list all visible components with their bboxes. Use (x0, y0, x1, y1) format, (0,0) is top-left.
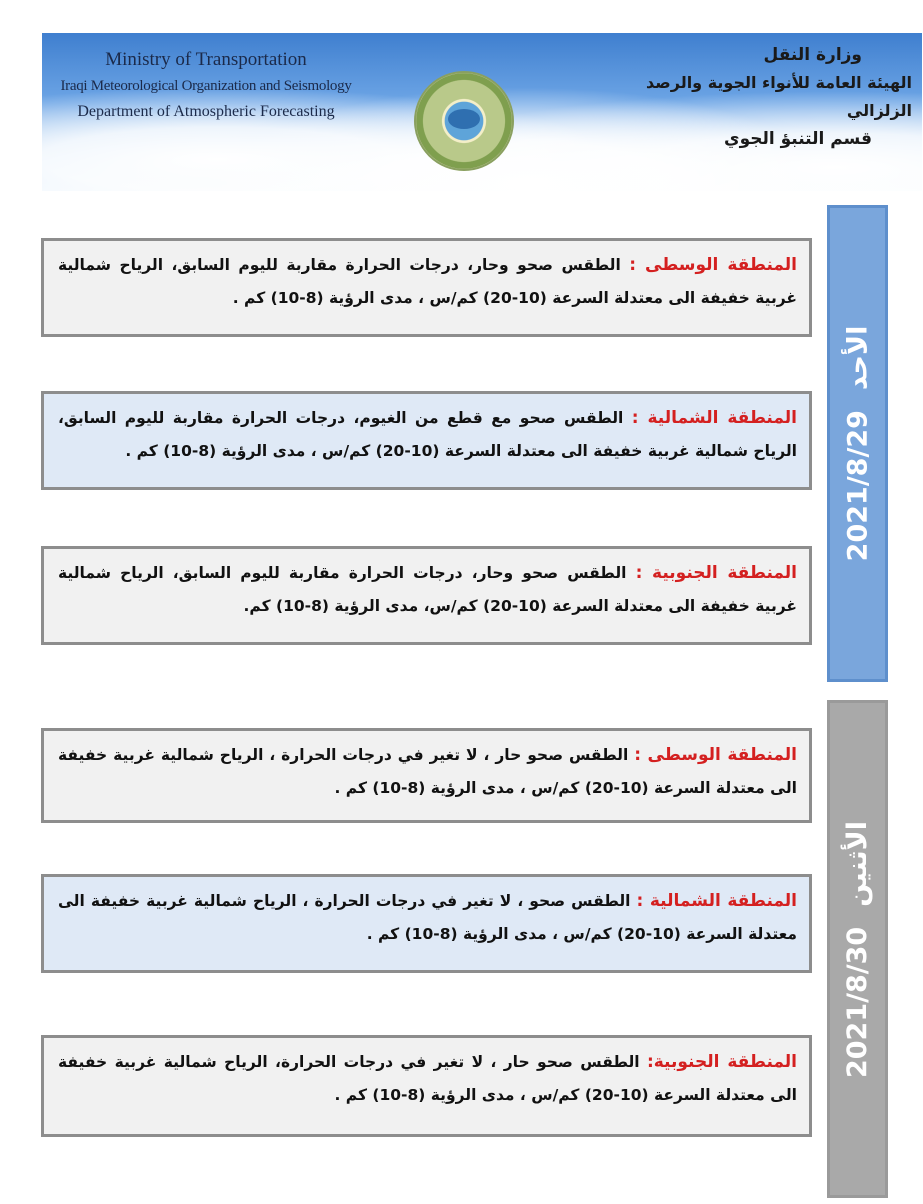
forecast-text: الطقس صحو حار ، لا تغير في درجات الحرارة، الرياح شمالية غربية خفيفة الى معتدلة السرعة (10-20) كم/س ، مدى الرؤية (8-10) كم . (58, 1053, 797, 1104)
forecast-box-day1-central (41, 238, 812, 337)
forecast-box-day2-north (41, 874, 812, 973)
organization-title-ar: الهيئة العامة للأنواء الجوية والرصد الزلزالي (646, 73, 912, 120)
english-titles (56, 47, 356, 125)
forecast-box-day2-south (41, 1035, 812, 1137)
day2-date-label (842, 820, 873, 1077)
day2-date: 2021/8/30 (842, 926, 874, 1078)
forecast-box-day1-south (41, 546, 812, 645)
day2-date-strip (827, 700, 888, 1198)
forecast-box-day2-central (41, 728, 812, 823)
organization-logo (414, 71, 514, 171)
forecast-text: الطقس صحو حار ، لا تغير في درجات الحرارة ، الرياح شمالية غربية خفيفة الى معتدلة السرعة (10-20) كم/س ، مدى الرؤية (8-10) كم . (58, 746, 797, 797)
department-title-en: Department of Atmospheric Forecasting (77, 103, 335, 120)
arabic-titles (582, 41, 912, 153)
day1-date-label (842, 326, 873, 562)
forecast-text: الطقس صحو وحار، درجات الحرارة مقاربة لليوم السابق، الرياح شمالية غربية خفيفة الى معتدلة السرعة (10-20) كم/س، مدى الرؤية (8-10) كم. (58, 564, 797, 615)
forecast-text: الطقس صحو ، لا تغير في درجات الحرارة ، الرياح شمالية غربية خفيفة الى معتدلة السرعة (10-20) كم/س ، مدى الرؤية (8-10) كم . (58, 892, 797, 943)
forecast-text: الطقس صحو وحار، درجات الحرارة مقاربة لليوم السابق، الرياح شمالية غربية خفيفة الى معتدلة السرعة (10-20) كم/س ، مدى الرؤية (8-10) كم . (58, 256, 797, 307)
region-label: المنطقة الوسطى : (634, 745, 797, 765)
region-label: المنطقة الوسطى : (629, 255, 797, 275)
forecast-text: الطقس صحو مع قطع من الغيوم، درجات الحرارة مقاربة لليوم السابق، الرياح شمالية غربية خفيفة الى معتدلة السرعة (10-20) كم/س ، مدى الرؤية (8-10) كم . (58, 409, 797, 460)
day1-name: الأحد (842, 325, 873, 391)
day1-date-strip (827, 205, 888, 682)
header-banner (42, 33, 922, 191)
region-label: المنطقة الجنوبية: (646, 1052, 797, 1072)
organization-title-en: Iraqi Meteorological Organization and Seismology (60, 78, 352, 94)
forecast-box-day1-north (41, 391, 812, 490)
region-label: المنطقة الجنوبية : (635, 563, 797, 583)
logo-emblem-icon (448, 109, 480, 129)
day2-name: الأثنين (842, 820, 874, 907)
ministry-title-en: Ministry of Transportation (105, 49, 307, 70)
region-label: المنطقة الشمالية : (631, 408, 797, 428)
region-label: المنطقة الشمالية : (636, 891, 797, 911)
department-title-ar: قسم التنبؤ الجوي (724, 129, 872, 149)
day1-date: 2021/8/29 (842, 410, 873, 562)
ministry-title-ar: وزارة النقل (763, 45, 862, 65)
